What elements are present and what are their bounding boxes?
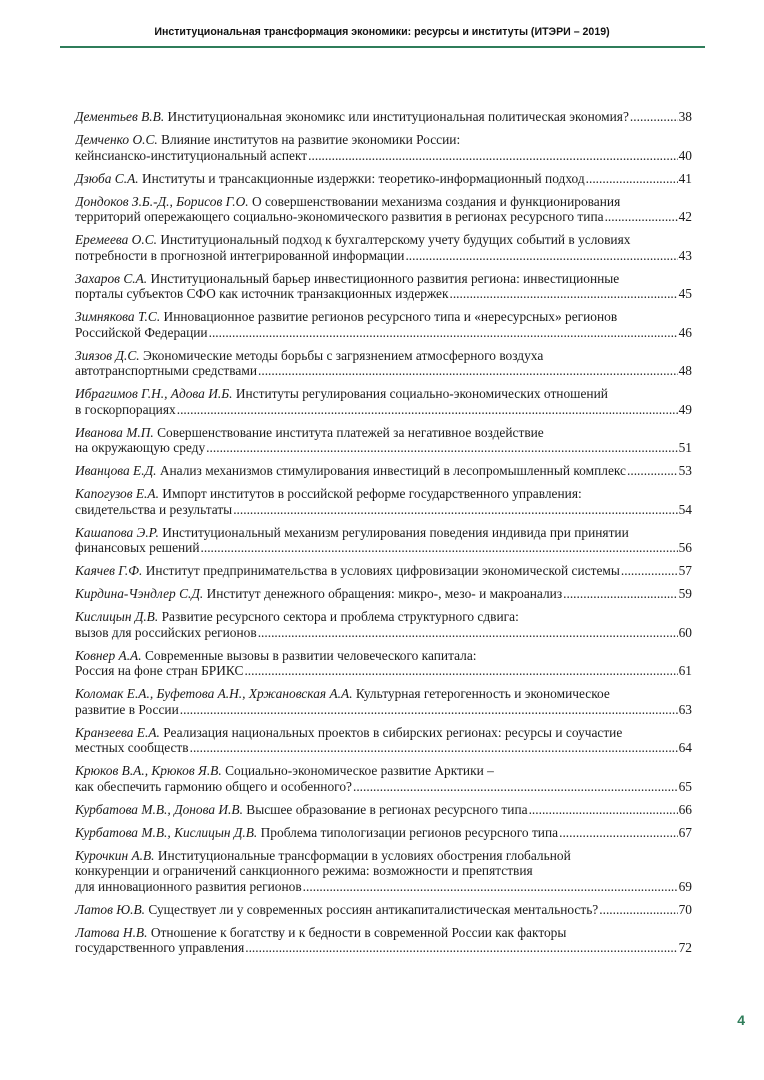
toc-entry-title: автотранспортными средствами	[75, 363, 258, 378]
dot-leader	[190, 740, 678, 756]
toc-entry-title-line: конкуренции и ограничений санкционного режима: возможности и препятствия	[75, 863, 533, 878]
toc-entry-title: Россия на фоне стран БРИКС	[75, 663, 244, 678]
toc-entry-title: для инновационного развития регионов	[75, 878, 302, 894]
toc-entry-title: Анализ механизмов стимулирования инвестиций в лесопромышленный комплекс	[159, 463, 627, 478]
toc-entry-last-line	[75, 779, 692, 795]
toc-entry-title: местных сообществ	[75, 740, 189, 755]
toc-entry-page: 38	[678, 109, 692, 124]
dot-leader	[559, 825, 678, 841]
toc-entry-title: Существует ли у современных россиян антикапиталистическая ментальность?	[148, 901, 599, 917]
toc-entry-last-line	[75, 286, 692, 302]
running-header: Институциональная трансформация экономики: ресурсы и институты (ИТЭРИ – 2019)	[154, 26, 610, 38]
toc-entry-page: 53	[678, 463, 692, 478]
toc-entry[interactable]	[75, 902, 692, 918]
toc-entry-page: 49	[678, 401, 692, 417]
toc-entry[interactable]	[75, 425, 692, 456]
toc-entry-author: Ковнер А.А.	[75, 647, 142, 663]
toc-entry-author: Латова Н.В.	[75, 924, 148, 940]
toc-entry[interactable]	[75, 386, 692, 417]
dot-leader	[258, 625, 678, 641]
toc-entry[interactable]	[75, 109, 692, 125]
toc-entry-page: 59	[678, 586, 692, 601]
toc-entry[interactable]	[75, 802, 692, 818]
toc-entry-page: 45	[678, 286, 692, 301]
toc-entry-author: Курбатова М.В., Кислицын Д.В.	[75, 824, 258, 840]
toc-entry-last-line	[75, 502, 692, 518]
toc-entry[interactable]	[75, 609, 692, 640]
toc-entry-last-line	[75, 586, 692, 602]
toc-entry-last-line	[75, 940, 692, 956]
toc-entry-author: Зиязов Д.С.	[75, 347, 140, 363]
toc-entry-page: 48	[678, 363, 692, 378]
toc-entry-page: 61	[678, 663, 692, 678]
toc-entry-author: Коломак Е.А., Буфетова А.Н., Хржановская А.А.	[75, 686, 353, 701]
toc-entry-author: Дондоков З.Б.-Д., Борисов Г.О.	[75, 193, 249, 209]
toc-entry-title: Российской Федерации	[75, 324, 208, 340]
toc-entry[interactable]	[75, 132, 692, 163]
toc-entry-last-line	[75, 802, 692, 818]
toc-entry-author: Иванцова Е.Д.	[75, 463, 157, 478]
toc-entry[interactable]	[75, 848, 692, 895]
dot-leader	[599, 902, 677, 918]
toc-entry-last-line	[75, 325, 692, 341]
toc-entry[interactable]	[75, 463, 692, 479]
toc-entry-title-line: Захаров С.А. Институциональный барьер инвестиционного развития региона: инвестиционные	[75, 270, 620, 286]
toc-entry-page: 66	[678, 801, 692, 817]
toc-entry-title: потребности в прогнозной интегрированной информации	[75, 247, 405, 263]
toc-entry-title-line: Кашапова Э.Р. Институциональный механизм регулирования поведения индивида при принятии	[75, 524, 629, 540]
toc-entry-title: территорий опережающего социально-экономического развития в регионах ресурсного типа	[75, 209, 604, 224]
table-of-contents	[75, 109, 692, 963]
dot-leader	[627, 463, 678, 479]
toc-entry-title: как обеспечить гармонию общего и особенного?	[75, 778, 352, 794]
toc-entry-title-line: Зиязов Д.С. Экономические методы борьбы с загрязнением атмосферного воздуха	[75, 347, 544, 363]
toc-entry-title-line: Зимнякова Т.С. Инновационное развитие регионов ресурсного типа и «нересурсных» регионов	[75, 309, 618, 324]
toc-entry[interactable]	[75, 825, 692, 841]
toc-entry-author: Захаров С.А.	[75, 270, 148, 286]
toc-entry-last-line	[75, 363, 692, 379]
toc-entry-title-line: Еремеева О.С. Институциональный подход к бухгалтерскому учету будущих событий в условиях	[75, 232, 631, 247]
toc-entry-last-line	[75, 879, 692, 895]
toc-entry-title: вызов для российских регионов	[75, 624, 257, 640]
toc-entry-author: Иванова М.П.	[75, 424, 154, 440]
dot-leader	[605, 209, 678, 225]
toc-entry-title-line: Иванова М.П. Совершенствование института платежей за негативное воздействие	[75, 424, 544, 440]
toc-entry-last-line	[75, 171, 692, 187]
toc-entry-author: Ибрагимов Г.Н., Адова И.Б.	[75, 386, 233, 401]
toc-entry-last-line	[75, 109, 692, 125]
toc-entry-title: в госкорпорациях	[75, 401, 176, 417]
toc-entry-author: Крюков В.А., Крюков Я.В.	[75, 763, 222, 778]
toc-entry-title: Институты и трансакционные издержки: теоретико-информационный подход	[141, 170, 585, 186]
toc-entry-page: 72	[678, 940, 692, 955]
toc-entry-title-line: Латова Н.В. Отношение к богатству и к бедности в современной России как факторы	[75, 924, 567, 940]
dot-leader	[245, 940, 677, 956]
toc-entry-title-line: Крюков В.А., Крюков Я.В. Социально-экономическое развитие Арктики –	[75, 763, 494, 778]
dot-leader	[630, 109, 678, 125]
toc-entry[interactable]	[75, 763, 692, 794]
toc-entry[interactable]	[75, 232, 692, 263]
toc-entry-page: 70	[678, 901, 692, 917]
toc-entry-page: 64	[678, 740, 692, 755]
toc-entry-last-line	[75, 440, 692, 456]
dot-leader	[244, 663, 677, 679]
toc-entry[interactable]	[75, 194, 692, 225]
toc-entry-last-line	[75, 625, 692, 641]
toc-entry-author: Капогузов Е.А.	[75, 486, 159, 501]
toc-entry-last-line	[75, 248, 692, 264]
dot-leader	[233, 502, 677, 518]
toc-entry-page: 43	[678, 247, 692, 263]
toc-entry-page: 40	[678, 147, 692, 163]
toc-entry-author: Кислицын Д.В.	[75, 609, 159, 624]
toc-entry-title-line: Кранзеева Е.А. Реализация национальных проектов в сибирских регионах: ресурсы и соучастие	[75, 724, 623, 740]
dot-leader	[353, 779, 678, 795]
toc-entry[interactable]	[75, 648, 692, 679]
toc-entry-title-line: Коломак Е.А., Буфетова А.Н., Хржановская А.А. Культурная гетерогенность и экономическое	[75, 686, 610, 701]
toc-entry-title: развитие в России	[75, 701, 179, 717]
toc-entry-title-line: Капогузов Е.А. Импорт институтов в российской реформе государственного управления:	[75, 486, 582, 501]
toc-entry-title: кейнсианско-институциональный аспект	[75, 147, 308, 163]
toc-entry-page: 63	[678, 701, 692, 717]
toc-entry-page: 65	[678, 778, 692, 794]
toc-entry[interactable]	[75, 309, 692, 340]
toc-entry-author: Дзюба С.А.	[75, 170, 139, 186]
dot-leader	[529, 802, 678, 818]
toc-entry-author: Курбатова М.В., Донова И.В.	[75, 801, 243, 817]
toc-entry-last-line	[75, 702, 692, 718]
toc-entry-author: Латов Ю.В.	[75, 901, 145, 917]
toc-entry[interactable]	[75, 586, 692, 602]
dot-leader	[308, 148, 677, 164]
toc-entry-page: 67	[678, 824, 692, 840]
toc-entry-page: 54	[678, 501, 692, 517]
toc-entry-last-line	[75, 463, 692, 479]
dot-leader	[180, 702, 678, 718]
toc-entry-page: 42	[678, 209, 692, 224]
toc-entry-page: 57	[678, 563, 692, 578]
toc-entry-title: на окружающую среду	[75, 440, 206, 455]
toc-entry[interactable]	[75, 348, 692, 379]
toc-entry-last-line	[75, 740, 692, 756]
toc-entry-author: Кранзеева Е.А.	[75, 724, 160, 740]
toc-entry[interactable]	[75, 171, 692, 187]
toc-entry-title-line: Демченко О.С. Влияние институтов на развитие экономики России:	[75, 132, 461, 147]
toc-entry-last-line	[75, 902, 692, 918]
toc-entry-author: Зимнякова Т.С.	[75, 309, 161, 324]
toc-entry[interactable]	[75, 486, 692, 517]
toc-entry-page: 69	[678, 878, 692, 894]
toc-entry-author: Кирдина-Чэндлер С.Д.	[75, 586, 204, 601]
toc-entry-author: Еремеева О.С.	[75, 232, 157, 247]
toc-entry-title: Проблема типологизации регионов ресурсного типа	[260, 824, 559, 840]
toc-entry[interactable]	[75, 525, 692, 556]
toc-entry-last-line	[75, 825, 692, 841]
toc-entry[interactable]	[75, 563, 692, 579]
toc-entry-author: Каячев Г.Ф.	[75, 563, 143, 578]
toc-entry-title: финансовых решений	[75, 540, 200, 555]
toc-entry-page: 56	[678, 540, 692, 555]
toc-entry-last-line	[75, 148, 692, 164]
dot-leader	[405, 248, 677, 264]
toc-entry-last-line	[75, 402, 692, 418]
dot-leader	[303, 879, 678, 895]
toc-entry-last-line	[75, 540, 692, 556]
dot-leader	[586, 171, 678, 187]
toc-entry-page: 60	[678, 624, 692, 640]
toc-entry[interactable]	[75, 925, 692, 956]
dot-leader	[449, 286, 677, 302]
toc-entry-title-line: Ибрагимов Г.Н., Адова И.Б. Институты регулирования социально-экономических отношений	[75, 386, 608, 401]
header-rule	[60, 46, 705, 48]
toc-entry-page: 41	[678, 170, 692, 186]
page-number: 4	[737, 1012, 745, 1028]
toc-entry-title: порталы субъектов СФО как источник транзакционных издержек	[75, 286, 449, 301]
toc-entry-title-line: Дондоков З.Б.-Д., Борисов Г.О. О совершенствовании механизма создания и функционирования	[75, 193, 621, 209]
dot-leader	[563, 586, 677, 602]
toc-entry-last-line	[75, 563, 692, 579]
toc-entry-title: Институт денежного обращения: микро-, мезо- и макроанализ	[206, 586, 563, 601]
toc-entry-author: Демченко О.С.	[75, 132, 158, 147]
toc-entry-page: 51	[678, 440, 692, 455]
toc-entry-title-line: Курочкин А.В. Институциональные трансформации в условиях обострения глобальной	[75, 847, 571, 863]
dot-leader	[206, 440, 677, 456]
toc-entry-title: Институциональная экономикс или институциональная политическая экономия?	[167, 109, 629, 124]
dot-leader	[258, 363, 678, 379]
toc-entry-page: 46	[678, 324, 692, 340]
dot-leader	[621, 563, 678, 579]
toc-entry-author: Дементьев В.В.	[75, 109, 165, 124]
toc-entry[interactable]	[75, 725, 692, 756]
toc-entry[interactable]	[75, 686, 692, 717]
toc-entry[interactable]	[75, 271, 692, 302]
toc-entry-author: Кашапова Э.Р.	[75, 524, 159, 540]
toc-entry-title-line: Кислицын Д.В. Развитие ресурсного сектора и проблема структурного сдвига:	[75, 609, 519, 624]
toc-entry-title: государственного управления	[75, 940, 245, 955]
toc-entry-title: Высшее образование в регионах ресурсного типа	[246, 801, 528, 817]
toc-entry-title-line: Ковнер А.А. Современные вызовы в развитии человеческого капитала:	[75, 647, 477, 663]
dot-leader	[177, 402, 678, 418]
toc-entry-author: Курочкин А.В.	[75, 847, 155, 863]
toc-entry-title: Институт предпринимательства в условиях цифровизации экономической системы	[145, 563, 620, 578]
toc-entry-last-line	[75, 209, 692, 225]
toc-entry-last-line	[75, 663, 692, 679]
dot-leader	[201, 540, 678, 556]
toc-entry-title: свидетельства и результаты	[75, 501, 233, 517]
dot-leader	[209, 325, 678, 341]
